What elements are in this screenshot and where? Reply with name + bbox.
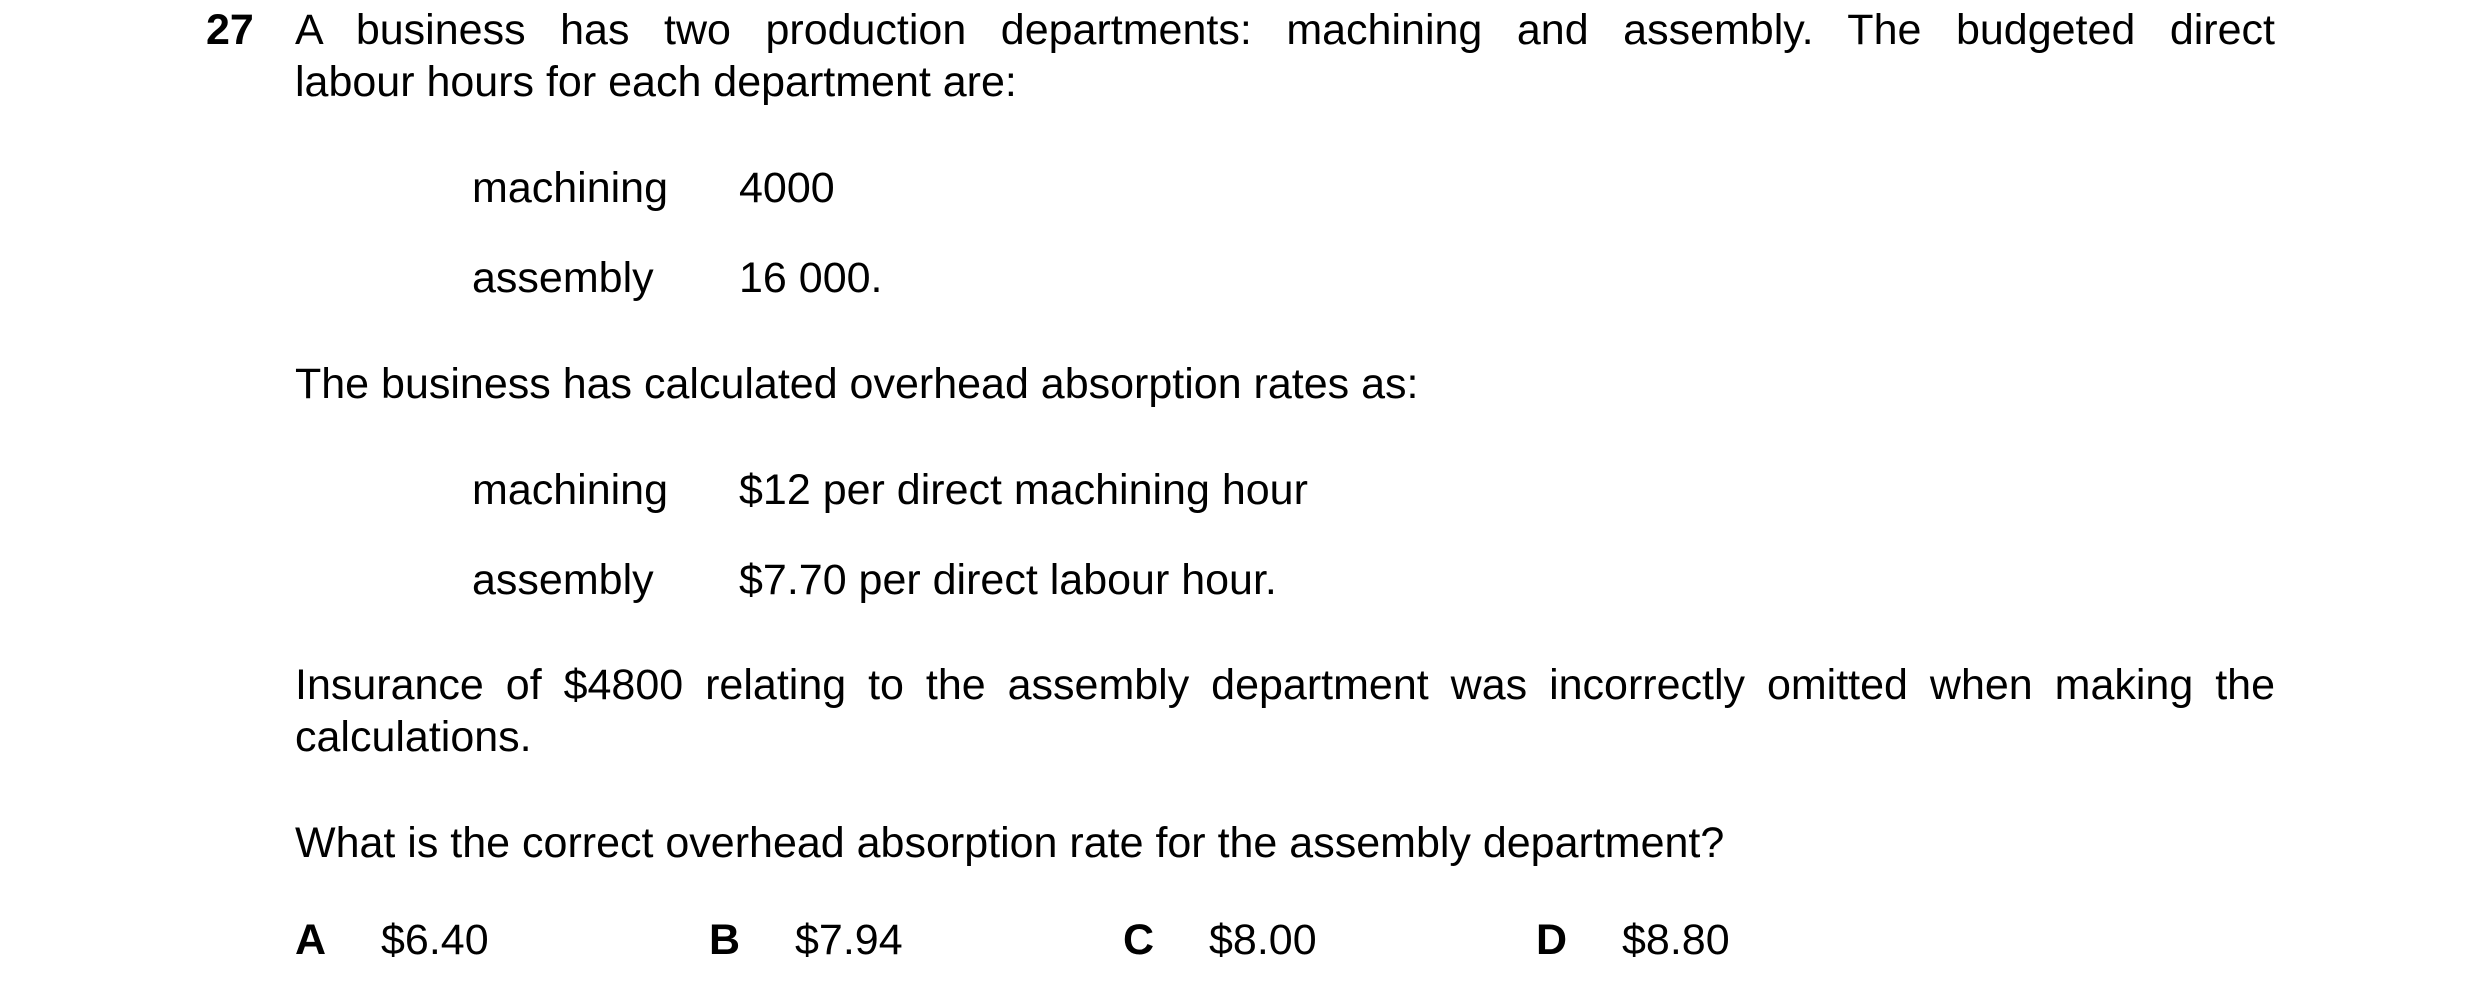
insurance-statement [295,659,2275,763]
hours-value: 4000 [739,164,835,212]
insurance-line-1: Insurance of $4800 relating to the assembly department was incorrectly omitted when making the [295,661,2275,709]
hours-dept-label: assembly [472,254,654,302]
rate-value: $7.70 per direct labour hour. [739,556,1277,604]
hours-row-assembly [472,252,882,304]
rate-dept-label: assembly [472,556,654,604]
option-value: $7.94 [795,916,903,964]
rate-dept-label: machining [472,466,668,514]
question-intro [295,4,2275,108]
rate-row-machining [472,464,1308,516]
question-number: 27 [206,6,254,54]
hours-dept-label: machining [472,164,668,212]
option-letter: A [295,916,327,964]
rates-intro: The business has calculated overhead absorption rates as: [295,360,1419,408]
hours-value: 16 000. [739,254,883,302]
option-b[interactable] [709,914,903,966]
option-c[interactable] [1123,914,1317,966]
intro-line-2: labour hours for each department are: [295,58,1017,106]
question-prompt: What is the correct overhead absorption rate for the assembly department? [295,819,1725,867]
option-a[interactable] [295,914,489,966]
intro-line-1: A business has two production departments: machining and assembly. The budgeted direct [295,6,2275,54]
hours-row-machining [472,162,835,214]
option-value: $8.00 [1209,916,1317,964]
option-value: $8.80 [1622,916,1730,964]
option-letter: D [1536,916,1568,964]
rate-row-assembly [472,554,1277,606]
option-letter: C [1123,916,1155,964]
option-letter: B [709,916,741,964]
insurance-line-2: calculations. [295,713,532,761]
rate-value: $12 per direct machining hour [739,466,1308,514]
option-d[interactable] [1536,914,1730,966]
option-value: $6.40 [381,916,489,964]
